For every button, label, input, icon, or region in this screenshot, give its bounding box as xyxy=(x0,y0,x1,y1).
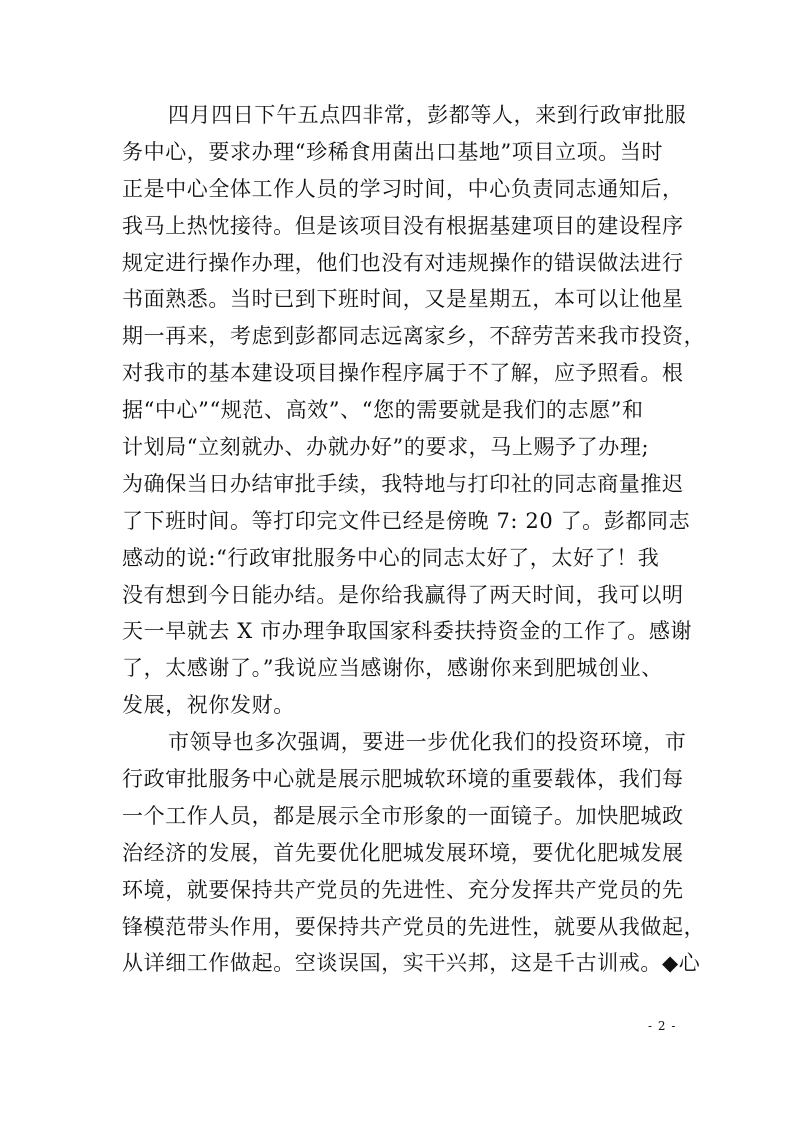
paragraph-1-line-4: 我马上热忱接待。但是该项目没有根据基建项目的建设程序 xyxy=(122,213,684,238)
paragraph-2-line-1: 市领导也多次强调，要进一步优化我们的投资环境，市 xyxy=(168,730,687,755)
paragraph-1-line-1: 四月四日下午五点四非常，彭都等人，来到行政审批服 xyxy=(168,103,687,127)
paragraph-1-line-6: 书面熟悉。当时已到下班时间，又是星期五，本可以让他星 xyxy=(122,287,684,312)
paragraph-1-line-7: 期一再来，考虑到彭都同志远离家乡，不辞劳苦来我市投资， xyxy=(122,324,706,349)
paragraph-1-line-12: 了下班时间。等打印完文件已经是傍晚 7: 20 了。彭都同志 xyxy=(122,508,691,533)
body-text xyxy=(122,97,706,982)
page-number: - 2 - xyxy=(648,1019,677,1033)
paragraph-1-line-2: 务中心，要求办理“珍稀食用菌出口基地”项目立项。当时 xyxy=(122,139,664,164)
paragraph-1-line-15: 天一早就去 X 市办理争取国家科委扶持资金的工作了。感谢 xyxy=(122,619,693,644)
paragraph-2-line-6: 锋模范带头作用，要保持共产党员的先进性，就要从我做起， xyxy=(122,914,706,939)
paragraph-1-line-13: 感动的说:“行政审批服务中心的同志太好了，太好了！我 xyxy=(122,545,660,570)
paragraph-2-line-4: 治经济的发展，首先要优化肥城发展环境，要优化肥城发展 xyxy=(122,840,684,865)
paragraph-1-line-14: 没有想到今日能办结。是你给我赢得了两天时间，我可以明 xyxy=(122,582,684,607)
paragraph-1-line-16: 了，太感谢了。”我说应当感谢你，感谢你来到肥城创业、 xyxy=(122,656,663,681)
paragraph-1-line-5: 规定进行操作办理，他们也没有对违规操作的错误做法进行 xyxy=(122,250,684,275)
paragraph-1-line-11: 为确保当日办结审批手续，我特地与打印社的同志商量推迟 xyxy=(122,471,684,496)
paragraph-1-line-10: 计划局“立刻就办、办就办好”的要求，马上赐予了办理; xyxy=(122,435,650,460)
paragraph-1-line-8: 对我市的基本建设项目操作程序属于不了解，应予照看。根 xyxy=(122,361,684,386)
paragraph-2-line-7: 从详细工作做起。空谈误国，实干兴邦，这是千古训戒。◆心 xyxy=(122,951,701,976)
paragraph-1-line-3: 正是中心全体工作人员的学习时间，中心负责同志通知后， xyxy=(122,176,684,201)
paragraph-2-line-5: 环境，就要保持共产党员的先进性、充分发挥共产党员的先 xyxy=(122,877,684,902)
paragraph-2-line-2: 行政审批服务中心就是展示肥城软环境的重要载体，我们每 xyxy=(122,767,684,792)
paragraph-1-line-9: 据“中心”“规范、高效”、“您的需要就是我们的志愿”和 xyxy=(122,398,644,423)
paragraph-1-line-17: 发展，祝你发财。 xyxy=(122,693,295,718)
paragraph-2-line-3: 一个工作人员，都是展示全市形象的一面镜子。加快肥城政 xyxy=(122,803,684,828)
